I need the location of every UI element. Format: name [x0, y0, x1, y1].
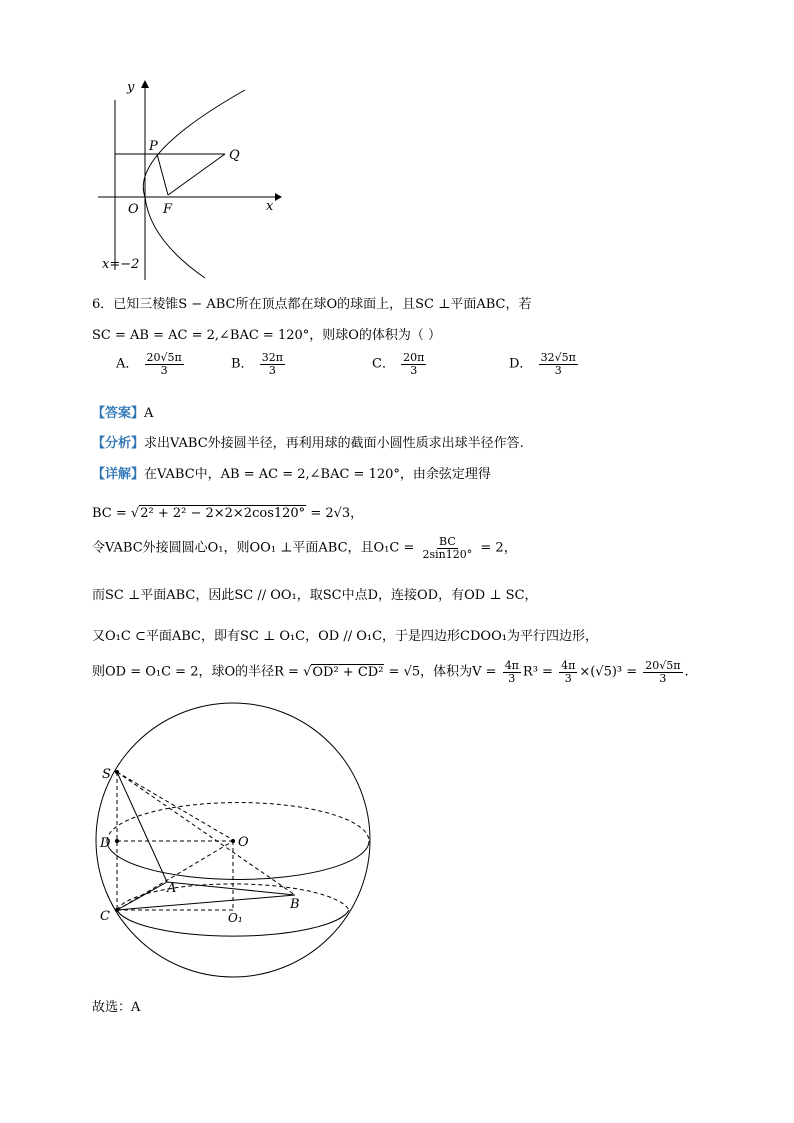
answer-value: A	[144, 406, 154, 421]
detail-line6: 则OD = O₁C = 2，球O的半径R = √OD² + CD² = √5，体积为V = $\frac{4\pi}{3}$ R³ = $\frac{4\pi}{3}$ ×(√5)³ = $\frac{20√5\pi}{3}$ .	[92, 659, 689, 685]
o1c-num: BC	[439, 535, 456, 548]
option-a	[116, 352, 186, 376]
option-d	[509, 352, 580, 376]
o1c-result: = 2，	[480, 540, 517, 556]
vol-frac1-num: 4π	[504, 659, 519, 672]
analysis-line	[92, 432, 524, 451]
question-6-stem-line2: SC = AB = AC = 2,∠BAC = 120°，则球O的体积为（ ）	[92, 328, 442, 343]
x-axis-label: x	[266, 199, 274, 214]
origin-label: O	[128, 202, 139, 217]
circumcenter-text: 令VABC外接圆圆心O₁，则OO₁ ⊥平面ABC，且O₁C =	[92, 540, 415, 556]
label-a: A	[167, 881, 177, 896]
sphere-diagram	[90, 700, 380, 985]
vol-frac3-num: 20√5π	[645, 659, 681, 672]
vol-r3: R³ =	[522, 664, 553, 680]
radius-radicand: OD² + CD²	[312, 664, 384, 680]
analysis-tag: 【分析】	[92, 436, 145, 451]
vol-frac2-den: 3	[564, 671, 572, 685]
volume-text: = √5，体积为V =	[388, 664, 497, 680]
option-c	[372, 352, 428, 376]
final-answer: 故选：A	[92, 1000, 141, 1015]
label-s: S	[102, 767, 111, 782]
detail-line1	[92, 463, 491, 482]
bc-rhs: = 2√3，	[310, 506, 364, 521]
label-o: O	[238, 835, 249, 850]
detail-line3	[92, 536, 517, 560]
option-d-letter: D．	[509, 356, 533, 372]
option-c-letter: C．	[372, 356, 395, 372]
radius-text: 则OD = O₁C = 2，球O的半径R =	[92, 664, 299, 680]
answer-line	[92, 402, 153, 421]
analysis-text: 求出VABC外接圆半径，再利用球的截面小圆性质求出球半径作答.	[144, 436, 524, 451]
parabola-graph	[90, 70, 290, 285]
option-b-num: 32π	[261, 351, 283, 364]
detail-line2: BC = √2² + 2² − 2×2×2cos120° = 2√3，	[92, 506, 364, 521]
answer-tag: 【答案】	[92, 406, 145, 421]
detail-line4: 而SC ⊥平面ABC，因此SC // OO₁，取SC中点D，连接OD，有OD ⊥ SC，	[92, 588, 538, 603]
label-b: B	[290, 897, 300, 912]
option-a-letter: A．	[116, 356, 139, 372]
vol-sqrt5-cubed: ×(√5)³ =	[579, 664, 638, 680]
option-d-num: 32√5π	[540, 351, 576, 364]
o1c-den: 2sin120°	[422, 547, 473, 561]
y-axis-label: y	[127, 80, 135, 95]
option-c-num: 20π	[403, 351, 425, 364]
detail-line5: 又O₁C ⊂平面ABC，即有SC ⊥ O₁C，OD // O₁C，于是四边形CDOO₁为平行四边形，	[92, 629, 598, 644]
label-o1: O₁	[228, 911, 243, 925]
vol-period: .	[684, 664, 689, 680]
point-p-label: P	[149, 139, 158, 154]
vol-frac1-den: 3	[508, 671, 516, 685]
bc-radicand: 2² + 2² − 2×2×2cos120°	[140, 506, 306, 521]
option-d-den: 3	[554, 363, 562, 377]
question-6-stem-line1: 6．已知三棱锥S − ABC所在顶点都在球O的球面上，且SC ⊥平面ABC，若	[92, 297, 532, 312]
point-f-label: F	[163, 202, 173, 217]
bc-lhs: BC =	[92, 506, 127, 521]
option-c-den: 3	[410, 363, 418, 377]
detail-text-1: 在VABC中，AB = AC = 2,∠BAC = 120°，由余弦定理得	[144, 467, 491, 482]
option-b	[231, 352, 287, 376]
option-b-den: 3	[268, 363, 276, 377]
option-a-den: 3	[160, 363, 168, 377]
vol-frac3-den: 3	[659, 671, 667, 685]
option-a-num: 20√5π	[146, 351, 182, 364]
directrix-label: x=−2	[102, 257, 140, 272]
vol-frac2-num: 4π	[561, 659, 576, 672]
label-d: D	[100, 836, 111, 851]
option-b-letter: B．	[231, 356, 254, 372]
detail-tag: 【详解】	[92, 467, 145, 482]
point-q-label: Q	[229, 148, 240, 163]
label-c: C	[100, 909, 110, 924]
